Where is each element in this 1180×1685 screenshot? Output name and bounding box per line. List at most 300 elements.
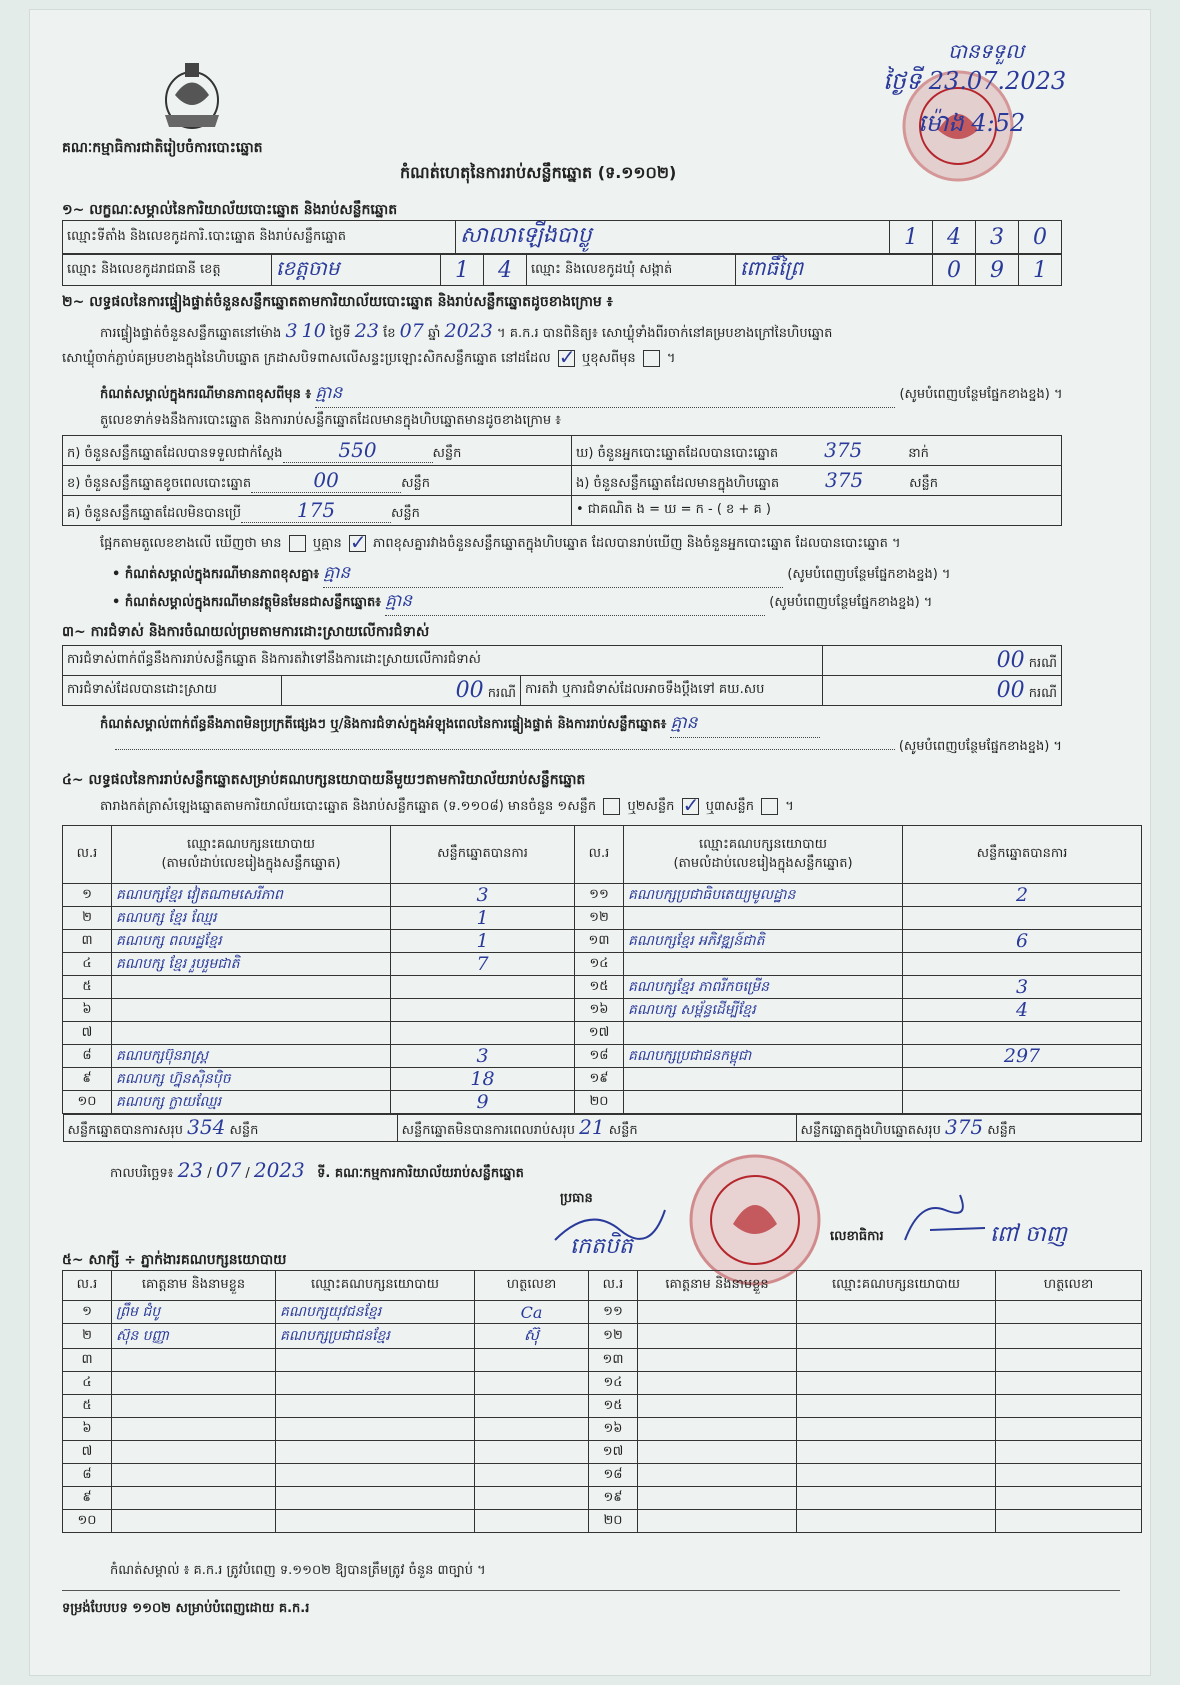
total-valid-value: 354 (187, 1115, 226, 1139)
objection-note-label: កំណត់សម្គាល់ពាក់ព័ន្ធនឹងភាពមិនប្រក្រតីផ្សេងៗ ឬ/និងការជំទាស់ក្នុងអំឡុងពេលនៃការផ្ទៀងផ្ទាត់ និងការរាប់សន្លឹកឆ្នោត៖ (100, 717, 667, 732)
compare-text: ផ្អែកតាមតួលេខខាងលើ ឃើញថា មាន (100, 536, 282, 551)
result-party: គណបក្ស ពលរដ្ឋខ្មែរ (112, 930, 391, 953)
summary-left-cell (63, 466, 572, 496)
diff-note-hint: (សូមបំពេញបន្ថែមផ្នែកខាងខ្នង) ។ (787, 567, 951, 582)
witness-name (638, 1418, 797, 1441)
summary-intro: តួលេខទាក់ទងនឹងការបោះឆ្នោត និងការរាប់សន្លឹកឆ្នោតដែលមានក្នុងហិបឆ្នោតមានដូចខាងក្រោម ៖ (100, 413, 561, 428)
summary-left-value: 175 (241, 498, 391, 523)
royal-emblem-icon (155, 55, 230, 135)
result-votes (903, 1022, 1142, 1045)
result-no: ២០ (575, 1091, 624, 1114)
witness-no: ១៩ (589, 1487, 638, 1510)
results-row (63, 907, 1142, 930)
station-code-digit: 0 (1019, 221, 1062, 254)
result-party: គណបក្សប៊ុនរាស្ត្រ (112, 1045, 391, 1068)
witness-name (638, 1487, 797, 1510)
result-party: គណបក្សប្រជាជនកម្ពុជា (624, 1045, 903, 1068)
total-unit: សន្លឹក (987, 1123, 1017, 1138)
total-unit: សន្លឹក (229, 1123, 259, 1138)
diff-note-value: គ្មាន (323, 562, 783, 588)
tally-line: តារាងកត់ត្រាសំឡេងឆ្នោតតាមការិយាល័យបោះឆ្នោត និងរាប់សន្លឹកឆ្នោត (ទ.១១០៨) មានចំនួន ១សន្លឹក ឬ២សន្លឹក ✓ ឬ៣សន្លឹក ។ (100, 798, 794, 817)
province-code-digit: 4 (484, 255, 527, 286)
compare-tail: ភាពខុសគ្នារវាងចំនួនសន្លឹកឆ្នោតក្នុងហិបឆ្នោត ដែលបានរាប់ឃើញ និងចំនួនអ្នកបោះឆ្នោត ដែលបានបោះឆ្នោត ។ (373, 536, 901, 551)
witness-table (62, 1270, 1142, 1533)
witness-party (797, 1464, 996, 1487)
results-row (63, 1022, 1142, 1045)
verify-text-a: ការផ្ទៀងផ្ទាត់ចំនួនសន្លឹកឆ្នោតនៅម៉ោង (100, 326, 282, 341)
result-party (624, 1091, 903, 1114)
tally-or2: ឬ២សន្លឹក (627, 799, 675, 814)
summary-left-value: 550 (283, 438, 433, 463)
no-diff-checkbox[interactable] (349, 535, 366, 552)
results-row (63, 1091, 1142, 1114)
witness-party (797, 1418, 996, 1441)
results-row (63, 976, 1142, 999)
witness-sign (996, 1324, 1142, 1349)
compare-or: ឬគ្មាន (312, 536, 342, 551)
result-votes (903, 1091, 1142, 1114)
footer-divider (62, 1590, 1120, 1591)
commune-code-digit: 9 (976, 255, 1019, 286)
witness-name: ព្រឹម ជំបូ (112, 1301, 276, 1324)
witness-name (638, 1441, 797, 1464)
section3-title: ៣~ ការជំទាស់ និងការចំណយល់ព្រមតាមការដោះស្រាយលើការជំទាស់ (62, 624, 430, 640)
change-note-line (100, 382, 1140, 408)
objection-row2-value: 00 (455, 677, 484, 703)
or-changed-label: ឬខុសពីមុន (581, 351, 636, 366)
witness-no: ៤ (63, 1372, 112, 1395)
witness-sign (475, 1464, 589, 1487)
invalid-note-value: គ្មាន (385, 590, 765, 616)
witness-no: ១ (63, 1301, 112, 1324)
objection-row1-value: 00 (996, 647, 1025, 673)
result-no: ២ (63, 907, 112, 930)
witness-row (63, 1372, 1142, 1395)
result-party (624, 1068, 903, 1091)
result-party: គណបក្សខ្មែរ អភិវឌ្ឍន៍ជាតិ (624, 930, 903, 953)
results-row (63, 930, 1142, 953)
summary-left-value: 00 (251, 468, 401, 493)
invalid-note-label: • កំណត់សម្គាល់ក្នុងករណីមានវត្ថុមិនមែនជាសន្លឹកឆ្នោត៖ (112, 595, 381, 610)
footer-note: កំណត់សម្គាល់ ៖ គ.ក.រ ត្រូវបំពេញ ទ.១១០២ ឱ្យបានត្រឹមត្រូវ ចំនួន ៣ច្បាប់ ។ (110, 1563, 486, 1578)
result-party: គណបក្ស ខ្មែរ រួបរួមជាតិ (112, 953, 391, 976)
witness-party (797, 1301, 996, 1324)
diff-note-line (112, 562, 951, 588)
secretary-signature: ពៅ​ ចាញ (990, 1222, 1067, 1247)
result-no: ១៤ (575, 953, 624, 976)
verify-min: 10 (301, 320, 326, 342)
result-votes: 7 (391, 953, 575, 976)
witness-party (276, 1418, 475, 1441)
witness-no: ៦ (63, 1418, 112, 1441)
summary-row (63, 466, 1062, 496)
witness-col-name: គោត្តនាម និងនាមខ្លួន (638, 1271, 797, 1301)
witness-col-name: គោត្តនាម និងនាមខ្លួន (112, 1271, 276, 1301)
witness-sign (996, 1301, 1142, 1324)
witness-sign (996, 1464, 1142, 1487)
result-no: ៧ (63, 1022, 112, 1045)
date-line: កាលបរិច្ឆេទ៖ 23 / 07 / 2023 ទី. គណៈកម្មការការិយាល័យរាប់សន្លឹកឆ្នោត (110, 1158, 524, 1182)
change-note-value: គ្មាន (315, 382, 895, 408)
witness-name (638, 1349, 797, 1372)
form-sheet (30, 10, 1150, 1675)
verify-hour: 3 (285, 320, 298, 342)
witness-name (638, 1301, 797, 1324)
date-year: 2023 (253, 1158, 305, 1182)
verify-year-label: ឆ្នាំ (427, 326, 441, 341)
objection-note-dots (115, 749, 895, 750)
summary-table (62, 435, 1062, 526)
province-name: ខេត្តចាម (272, 255, 441, 286)
objection-unit: ករណី (487, 685, 516, 701)
witness-party (276, 1464, 475, 1487)
summary-row (63, 496, 1062, 526)
result-party: គណបក្សខ្មែរ វៀតណាមសេរីភាព (112, 884, 391, 907)
verify-line-c: សោឃ្លុំចាក់ភ្ជាប់គម្របខាងក្នុងនៃហិបឆ្នោត ក្រដាសបិទពាសលើសន្ទះប្រឡោះសិកសន្លឹកឆ្នោត នៅដដែល ✓ ឬខុសពីមុន ។ (62, 350, 675, 369)
witness-sign: Ca (475, 1301, 589, 1324)
results-col-party: ឈ្មោះគណបក្សនយោបាយ (699, 836, 827, 852)
witness-party (276, 1441, 475, 1464)
summary-right-label: • ជាគណិត ង = ឃ = ក - ( ខ + គ ) (576, 502, 771, 517)
results-row (63, 999, 1142, 1022)
result-votes: 2 (903, 884, 1142, 907)
verify-month: 07 (399, 320, 424, 342)
witness-sign (475, 1441, 589, 1464)
witness-no: ៣ (63, 1349, 112, 1372)
witness-row (63, 1349, 1142, 1372)
objection-row2b-value: 00 (996, 677, 1025, 703)
tally-or3: ឬ៣សន្លឹក (705, 799, 754, 814)
results-col-no: ល.រ (63, 826, 112, 884)
witness-row (63, 1441, 1142, 1464)
stamp-label: បានទទួល (948, 39, 1025, 63)
commune-label: ឈ្មោះ និងលេខកូដឃុំ សង្កាត់ (527, 255, 736, 286)
result-no: ១ (63, 884, 112, 907)
tally-intro: តារាងកត់ត្រាសំឡេងឆ្នោតតាមការិយាល័យបោះឆ្នោត និងរាប់សន្លឹកឆ្នោត (ទ.១១០៨) មានចំនួន ១សន្លឹក (100, 799, 597, 814)
province-table (62, 254, 1062, 286)
result-party (112, 999, 391, 1022)
objection-note-value: គ្មាន (670, 712, 820, 738)
station-name: សាលាឡើងបាប្លូ (456, 221, 890, 254)
witness-party (797, 1510, 996, 1533)
invalid-note-hint: (សូមបំពេញបន្ថែមផ្នែកខាងខ្នង) ។ (769, 595, 933, 610)
objection-unit: ករណី (1028, 655, 1057, 671)
summary-left-unit: សន្លឹក (401, 475, 430, 491)
total-box-value: 375 (944, 1115, 984, 1139)
result-no: ៩ (63, 1068, 112, 1091)
result-no: ៥ (63, 976, 112, 999)
summary-left-label: ក) ចំនួនសន្លឹកឆ្នោតដែលបានទទួលជាក់ស្តែង (67, 445, 283, 461)
province-label: ឈ្មោះ និងលេខកូដរាជធានី ខេត្ត (63, 255, 272, 286)
witness-col-no: ល.រ (63, 1271, 112, 1301)
one-sheet-checkbox[interactable] (603, 798, 620, 815)
result-party: គណបក្សខ្មែរ ភាពរីកចម្រើន (624, 976, 903, 999)
result-party: គណបក្ស សម្ព័ន្ធដើម្បីខ្មែរ (624, 999, 903, 1022)
invalid-note-line (112, 590, 932, 616)
witness-no: ១៨ (589, 1464, 638, 1487)
summary-right-cell (572, 436, 1062, 466)
witness-row (63, 1487, 1142, 1510)
stamp-time: ម៉ោង 4:52 (918, 109, 1026, 137)
result-votes: 3 (391, 1045, 575, 1068)
section5-title: ៥~ សាក្សី ÷ ភ្នាក់ងារគណបក្សនយោបាយ (62, 1252, 287, 1268)
witness-col-party: ឈ្មោះគណបក្សនយោបាយ (276, 1271, 475, 1301)
result-party: គណបក្សប្រជាធិបតេយ្យមូលដ្ឋាន (624, 884, 903, 907)
witness-sign (996, 1349, 1142, 1372)
results-col-party-sub: (តាមលំដាប់លេខរៀងក្នុងសន្លឹកឆ្នោត) (673, 855, 853, 871)
witness-no: ២០ (589, 1510, 638, 1533)
witness-no: ៨ (63, 1464, 112, 1487)
result-no: ១៣ (575, 930, 624, 953)
section1-title: ១~ លក្ខណៈសម្គាល់នៃការិយាល័យបោះឆ្នោត និងរាប់សន្លឹកឆ្នោត (62, 202, 398, 218)
chair-signature-scribble-icon (550, 1200, 670, 1254)
total-box-label: សន្លឹកឆ្នោតក្នុងហិបឆ្នោតសរុប (800, 1123, 941, 1138)
witness-name: ស៊ុន បញ្ញា (112, 1324, 276, 1349)
witness-no: ១៣ (589, 1349, 638, 1372)
witness-name (638, 1395, 797, 1418)
witness-party (276, 1372, 475, 1395)
witness-sign (996, 1418, 1142, 1441)
station-table (62, 220, 1062, 254)
witness-no: ៧ (63, 1441, 112, 1464)
summary-left-unit: សន្លឹក (391, 505, 420, 521)
results-col-party: ឈ្មោះគណបក្សនយោបាយ (187, 836, 315, 852)
chair-label: ប្រធាន (560, 1191, 593, 1206)
witness-no: ១០ (63, 1510, 112, 1533)
witness-name (112, 1349, 276, 1372)
verify-day-label: ថ្ងៃទី (330, 326, 351, 341)
witness-name (112, 1372, 276, 1395)
result-votes (903, 953, 1142, 976)
result-no: ១៨ (575, 1045, 624, 1068)
result-votes: 1 (391, 907, 575, 930)
result-votes: 9 (391, 1091, 575, 1114)
witness-name (638, 1324, 797, 1349)
receipt-stamp (838, 38, 1118, 178)
date-day: 23 (177, 1158, 204, 1182)
total-unit: សន្លឹក (608, 1123, 638, 1138)
station-code-digit: 4 (933, 221, 976, 254)
result-votes (391, 976, 575, 999)
results-col-party-sub: (តាមលំដាប់លេខរៀងក្នុងសន្លឹកឆ្នោត) (161, 855, 341, 871)
summary-right-value: 375 (825, 467, 864, 492)
witness-party (797, 1372, 996, 1395)
result-votes: 6 (903, 930, 1142, 953)
summary-right-unit: នាក់ (908, 445, 929, 461)
witness-name (638, 1464, 797, 1487)
witness-row (63, 1395, 1142, 1418)
results-col-votes: សន្លឹកឆ្នោតបានការ (391, 826, 575, 884)
result-no: ៤ (63, 953, 112, 976)
witness-sign (996, 1372, 1142, 1395)
results-col-votes: សន្លឹកឆ្នោតបានការ (903, 826, 1142, 884)
witness-sign (475, 1372, 589, 1395)
verify-month-label: ខែ (383, 326, 396, 341)
result-votes: 1 (391, 930, 575, 953)
result-party (112, 1022, 391, 1045)
diff-note-label: • កំណត់សម្គាល់ក្នុងករណីមានភាពខុសគ្នា៖ (112, 567, 320, 582)
result-no: ៣ (63, 930, 112, 953)
witness-no: ១៥ (589, 1395, 638, 1418)
witness-row (63, 1464, 1142, 1487)
witness-party (276, 1395, 475, 1418)
result-party (624, 953, 903, 976)
results-row (63, 884, 1142, 907)
three-sheet-checkbox[interactable] (761, 798, 778, 815)
summary-left-label: គ) ចំនួនសន្លឹកឆ្នោតដែលមិនបានប្រើ (67, 505, 241, 521)
summary-row (63, 436, 1062, 466)
witness-sign (475, 1418, 589, 1441)
verify-text-c: សោឃ្លុំចាក់ភ្ជាប់គម្របខាងក្នុងនៃហិបឆ្នោត ក្រដាសបិទពាសលើសន្ទះប្រឡោះសិកសន្លឹកឆ្នោត នៅដដែល (62, 351, 551, 366)
witness-sign (475, 1487, 589, 1510)
stamp-date: ថ្ងៃទី 23.07.2023 (883, 67, 1067, 95)
witness-name (112, 1510, 276, 1533)
date-month: 07 (215, 1158, 242, 1182)
witness-name (112, 1395, 276, 1418)
results-table (62, 825, 1142, 1142)
summary-right-value: 375 (824, 437, 863, 462)
witness-sign: ស៊ុ (475, 1324, 589, 1349)
section4-title: ៤~ លទ្ធផលនៃការរាប់សន្លឹកឆ្នោតសម្រាប់គណបក្សនយោបាយនីមួយៗតាមការិយាល័យរាប់សន្លឹកឆ្នោត (62, 772, 586, 788)
result-party (624, 1022, 903, 1045)
chair-signature: កេតបិត (570, 1234, 633, 1259)
objection-row1-label: ការជំទាស់ពាក់ព័ន្ធនឹងការរាប់សន្លឹកឆ្នោត និងការតវ៉ាទៅនឹងការដោះស្រាយលើការជំទាស់ (63, 646, 823, 676)
witness-no: ១៧ (589, 1441, 638, 1464)
result-party: គណបក្ស ក្លាយឈ្មែរ (112, 1091, 391, 1114)
witness-row (63, 1418, 1142, 1441)
commune-code-digit: 0 (933, 255, 976, 286)
results-row (63, 1045, 1142, 1068)
summary-right-cell (572, 466, 1062, 496)
witness-no: ១៦ (589, 1418, 638, 1441)
witness-party (797, 1324, 996, 1349)
objection-note-hint: (សូមបំពេញបន្ថែមផ្នែកខាងខ្នង) ។ (898, 739, 1062, 754)
witness-party: គណបក្សយុវជនខ្មែរ (276, 1301, 475, 1324)
verify-text-b: ។ គ.ក.រ បានពិនិត្យ៖ សោឃ្លុំទាំងពីរចាក់នៅគម្របខាងក្រៅនៃហិបឆ្នោត (497, 326, 833, 341)
summary-right-label: ង) ចំនួនសន្លឹកឆ្នោតដែលមានក្នុងហិបឆ្នោត (576, 475, 780, 491)
same-checkbox[interactable] (558, 350, 575, 367)
witness-sign (996, 1441, 1142, 1464)
witness-row (63, 1510, 1142, 1533)
objection-note-hint-line (62, 738, 1062, 757)
results-col-no: ល.រ (575, 826, 624, 884)
summary-right-label: ឃ) ចំនួនអ្នកបោះឆ្នោតដែលបានបោះឆ្នោត (576, 445, 779, 461)
witness-row (63, 1324, 1142, 1349)
result-votes: 18 (391, 1068, 575, 1091)
commune-name: ពោធិ៍ព្រៃ (736, 255, 933, 286)
witness-party (276, 1487, 475, 1510)
witness-no: ១៤ (589, 1372, 638, 1395)
witness-sign (475, 1510, 589, 1533)
witness-party (797, 1349, 996, 1372)
compare-line (100, 535, 901, 554)
verify-day: 23 (354, 320, 379, 342)
total-invalid-value: 21 (579, 1115, 605, 1139)
total-invalid-label: សន្លឹកឆ្នោតមិនបានការពេលរាប់សរុប (401, 1123, 575, 1138)
result-votes (903, 1068, 1142, 1091)
result-votes (391, 999, 575, 1022)
verify-year: 2023 (444, 320, 493, 342)
result-votes (391, 1022, 575, 1045)
result-no: ១២ (575, 907, 624, 930)
objection-row2-label: ការជំទាស់ដែលបានដោះស្រាយ (63, 676, 282, 706)
change-note-label: កំណត់សម្គាល់ក្នុងករណីមានភាពខុសពីមុន ៖ (100, 387, 312, 402)
witness-sign (475, 1349, 589, 1372)
station-code-digit: 1 (890, 221, 933, 254)
total-valid-label: សន្លឹកឆ្នោតបានការសរុប (67, 1123, 184, 1138)
witness-name (112, 1418, 276, 1441)
verify-line (100, 320, 1100, 344)
two-sheet-checkbox[interactable] (682, 798, 699, 815)
result-votes: 3 (391, 884, 575, 907)
witness-name (112, 1441, 276, 1464)
result-votes: 3 (903, 976, 1142, 999)
witness-no: ៩ (63, 1487, 112, 1510)
summary-left-cell (63, 436, 572, 466)
result-no: ១៩ (575, 1068, 624, 1091)
objection-note-line (100, 712, 820, 738)
result-party: គណបក្ស ហ្វ៊ុនស៊ិនប៉ិច (112, 1068, 391, 1091)
results-row (63, 1068, 1142, 1091)
result-party: គណបក្ស ខ្មែរ ឈ្មែរ (112, 907, 391, 930)
secretary-label: លេខាធិការ (830, 1229, 884, 1244)
result-no: ៨ (63, 1045, 112, 1068)
changed-checkbox[interactable] (643, 350, 660, 367)
witness-col-sign: ហត្ថលេខា (475, 1271, 589, 1301)
results-row (63, 953, 1142, 976)
result-party (112, 976, 391, 999)
has-diff-checkbox[interactable] (289, 535, 306, 552)
province-code-digit: 1 (441, 255, 484, 286)
station-code-digit: 3 (976, 221, 1019, 254)
date-label: កាលបរិច្ឆេទ៖ (110, 1166, 174, 1181)
witness-sign (996, 1510, 1142, 1533)
result-party (624, 907, 903, 930)
section2-title: ២~ លទ្ធផលនៃការផ្ទៀងផ្ទាត់ចំនួនសន្លឹកឆ្នោតតាមការិយាល័យបោះឆ្នោត និងរាប់សន្លឹកឆ្នោតដូចខាងក្រោម ៖ (62, 294, 613, 310)
result-no: ១៧ (575, 1022, 624, 1045)
witness-party: គណបក្សប្រជាជនខ្មែរ (276, 1324, 475, 1349)
objection-table (62, 645, 1062, 706)
station-label: ឈ្មោះទីតាំង និងលេខកូដការិ.បោះឆ្នោត និងរាប់សន្លឹកឆ្នោត (63, 221, 456, 254)
result-votes: 4 (903, 999, 1142, 1022)
secretary-signature-scribble-icon (900, 1190, 990, 1249)
form-title: កំណត់ហេតុនៃការរាប់សន្លឹកឆ្នោត (ទ.១១០២) (400, 163, 677, 182)
witness-name (638, 1372, 797, 1395)
witness-party (276, 1510, 475, 1533)
change-note-hint: (សូមបំពេញបន្ថែមផ្នែកខាងខ្នង) ។ (899, 387, 1063, 402)
witness-sign (996, 1487, 1142, 1510)
witness-name (112, 1487, 276, 1510)
summary-right-unit: សន្លឹក (909, 475, 939, 491)
witness-party (797, 1487, 996, 1510)
witness-col-sign: ហត្ថលេខា (996, 1271, 1142, 1301)
witness-no: ២ (63, 1324, 112, 1349)
witness-sign (475, 1395, 589, 1418)
witness-no: ១២ (589, 1324, 638, 1349)
result-votes (903, 907, 1142, 930)
result-no: ១១ (575, 884, 624, 907)
witness-sign (996, 1395, 1142, 1418)
witness-no: ១១ (589, 1301, 638, 1324)
summary-left-cell (63, 496, 572, 526)
footer-form-ref: ទម្រង់បែបបទ ១១០២ សម្រាប់បំពេញដោយ គ.ក.រ (62, 1601, 310, 1616)
witness-col-party: ឈ្មោះគណបក្សនយោបាយ (797, 1271, 996, 1301)
witness-party (797, 1441, 996, 1464)
result-votes: 297 (903, 1045, 1142, 1068)
summary-left-unit: សន្លឹក (432, 445, 462, 461)
result-no: ១៦ (575, 999, 624, 1022)
witness-col-no: ល.រ (589, 1271, 638, 1301)
